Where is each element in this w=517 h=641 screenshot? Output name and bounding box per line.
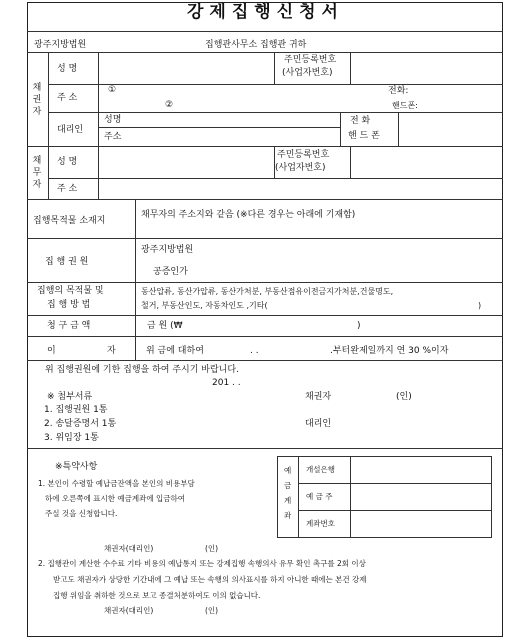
divider: [27, 360, 503, 361]
creditor-address-mark-1: ①: [108, 85, 117, 95]
divider: [350, 456, 351, 538]
debtor-name-label: 성 명: [57, 157, 78, 167]
execution-title-court: 광주지방법원: [141, 245, 194, 255]
request-text: 위 집행권원에 기한 집행을 하여 주시기 바랍니다.: [45, 365, 239, 375]
interest-text-1: 위 금에 대하여: [146, 346, 204, 356]
special-terms-2-signer: 채권자(대리인): [104, 606, 154, 615]
divider: [27, 336, 503, 337]
divider: [135, 199, 136, 360]
special-terms-1-seal: (인): [205, 544, 219, 553]
agent-label: 대리인: [57, 125, 84, 135]
divider: [48, 84, 503, 85]
attachment-item-1: 1. 집행권원 1통: [44, 405, 108, 415]
creditor-phone-label: 전화:: [388, 86, 409, 96]
special-terms-1-line-1: 1. 본인이 수령할 예납금잔액을 본인의 비용부담: [38, 479, 195, 488]
divider: [27, 315, 503, 316]
divider: [298, 483, 492, 484]
divider: [398, 112, 399, 146]
divider: [350, 52, 351, 84]
debtor-address-label: 주 소: [57, 184, 78, 194]
agent-phone-label: 전 화: [350, 116, 371, 126]
interest-label-2: 자: [107, 346, 116, 356]
divider: [48, 52, 49, 199]
debtor-section-label: 채 무 자: [32, 156, 42, 190]
date-line: 201 . .: [212, 378, 241, 388]
claim-amount-label: 청 구 금 액: [47, 321, 91, 331]
creditor-section-label: 채 권 자: [32, 83, 42, 117]
claim-amount-value: 금 원 (₩: [147, 321, 183, 331]
divider: [48, 112, 503, 113]
special-terms-1-line-2: 하에 오른쪽에 표시한 예금계좌에 입금하여: [45, 494, 185, 503]
agent-address-label: 주소: [104, 132, 122, 142]
account-side-label-4: 좌: [284, 511, 292, 520]
interest-label-1: 이: [47, 346, 56, 356]
divider: [274, 52, 275, 84]
target-location-label: 집행목적물 소재지: [33, 216, 106, 226]
account-holder-label: 예 금 주: [306, 492, 333, 501]
divider: [274, 146, 275, 178]
creditor-mobile-label: 핸드폰:: [392, 101, 418, 110]
account-side-label-3: 계: [284, 496, 292, 505]
claim-amount-close: ): [357, 321, 361, 331]
creditor-seal-mark: (인): [396, 392, 412, 402]
divider: [27, 238, 503, 239]
creditor-rrn-sublabel: (사업자번호): [282, 68, 333, 78]
divider: [98, 127, 340, 128]
special-terms-2-line-1: 2. 집행관이 계산한 수수료 기타 비용의 예납통지 또는 강제집행 속행의사 유무 확인 촉구를 2회 이상: [38, 559, 366, 568]
divider: [298, 456, 299, 538]
interest-dots: . .: [250, 346, 259, 356]
divider: [27, 199, 503, 200]
divider: [48, 178, 503, 179]
divider: [298, 510, 492, 511]
method-options-line-1: 동산압류, 동산가압류, 동산가처분, 부동산점유이전금지가처분,건물명도,: [141, 287, 394, 296]
account-number-label: 계좌번호: [306, 519, 335, 528]
creditor-rrn-label: 주민등록번호: [284, 55, 337, 65]
form-title: 강제집행신청서: [187, 2, 344, 22]
method-label-2: 집 행 방 법: [47, 300, 91, 310]
execution-title-label: 집 행 권 원: [45, 257, 89, 267]
divider: [98, 52, 99, 199]
agent-name-label: 성명: [104, 115, 122, 125]
special-terms-1-line-3: 주실 것을 신청합니다.: [45, 509, 118, 518]
divider: [350, 146, 351, 178]
method-options-close: ): [478, 301, 482, 310]
account-side-label-2: 금: [284, 481, 292, 490]
execution-title-notary: 공증인가: [153, 267, 188, 277]
special-terms-2-line-2: 받고도 채권자가 상당한 기간내에 그 예납 또는 속행의 의사표시를 하지 아니한 때에는 본건 강제: [53, 575, 367, 584]
attachment-item-2: 2. 송달증명서 1통: [44, 419, 117, 429]
debtor-rrn-sublabel: (사업자번호): [275, 163, 326, 173]
divider: [27, 31, 503, 32]
divider: [27, 448, 503, 449]
court-name: 광주지방법원: [34, 40, 87, 50]
agent-mobile-label: 핸 드 폰: [348, 131, 380, 141]
method-options-line-2: 철거, 부동산인도, 자동차인도 ,기타(: [141, 301, 268, 310]
special-terms-1-signer: 채권자(대리인): [104, 544, 154, 553]
interest-text-2: .부터완제일까지 연 30 %이자: [330, 346, 449, 356]
divider: [340, 112, 341, 146]
attachments-heading: ※ 첨부서류: [47, 392, 93, 402]
creditor-name-label: 성 명: [57, 64, 78, 74]
agent-signer-label: 대리인: [305, 419, 332, 429]
creditor-address-mark-2: ②: [165, 100, 174, 110]
account-bank-label: 개설은행: [306, 465, 335, 474]
special-terms-2-line-3: 집행 위임을 취하한 것으로 보고 종결처분하여도 이의 없습니다.: [53, 591, 261, 600]
special-terms-heading: ※특약사항: [55, 462, 98, 472]
divider: [27, 282, 503, 283]
officer-addressee: 집행관사무소 집행관 귀하: [205, 40, 307, 50]
debtor-rrn-label: 주민등록번호: [277, 150, 330, 160]
method-label-1: 집행의 목적물 및: [37, 286, 104, 296]
target-location-value: 채무자의 주소지와 같음 (※다른 경우는 아래에 기재함): [141, 210, 356, 220]
special-terms-2-seal: (인): [205, 606, 219, 615]
creditor-signer-label: 채권자: [305, 392, 332, 402]
creditor-address-label: 주 소: [57, 93, 78, 103]
attachment-item-3: 3. 위임장 1통: [44, 433, 99, 443]
account-side-label-1: 예: [284, 466, 292, 475]
